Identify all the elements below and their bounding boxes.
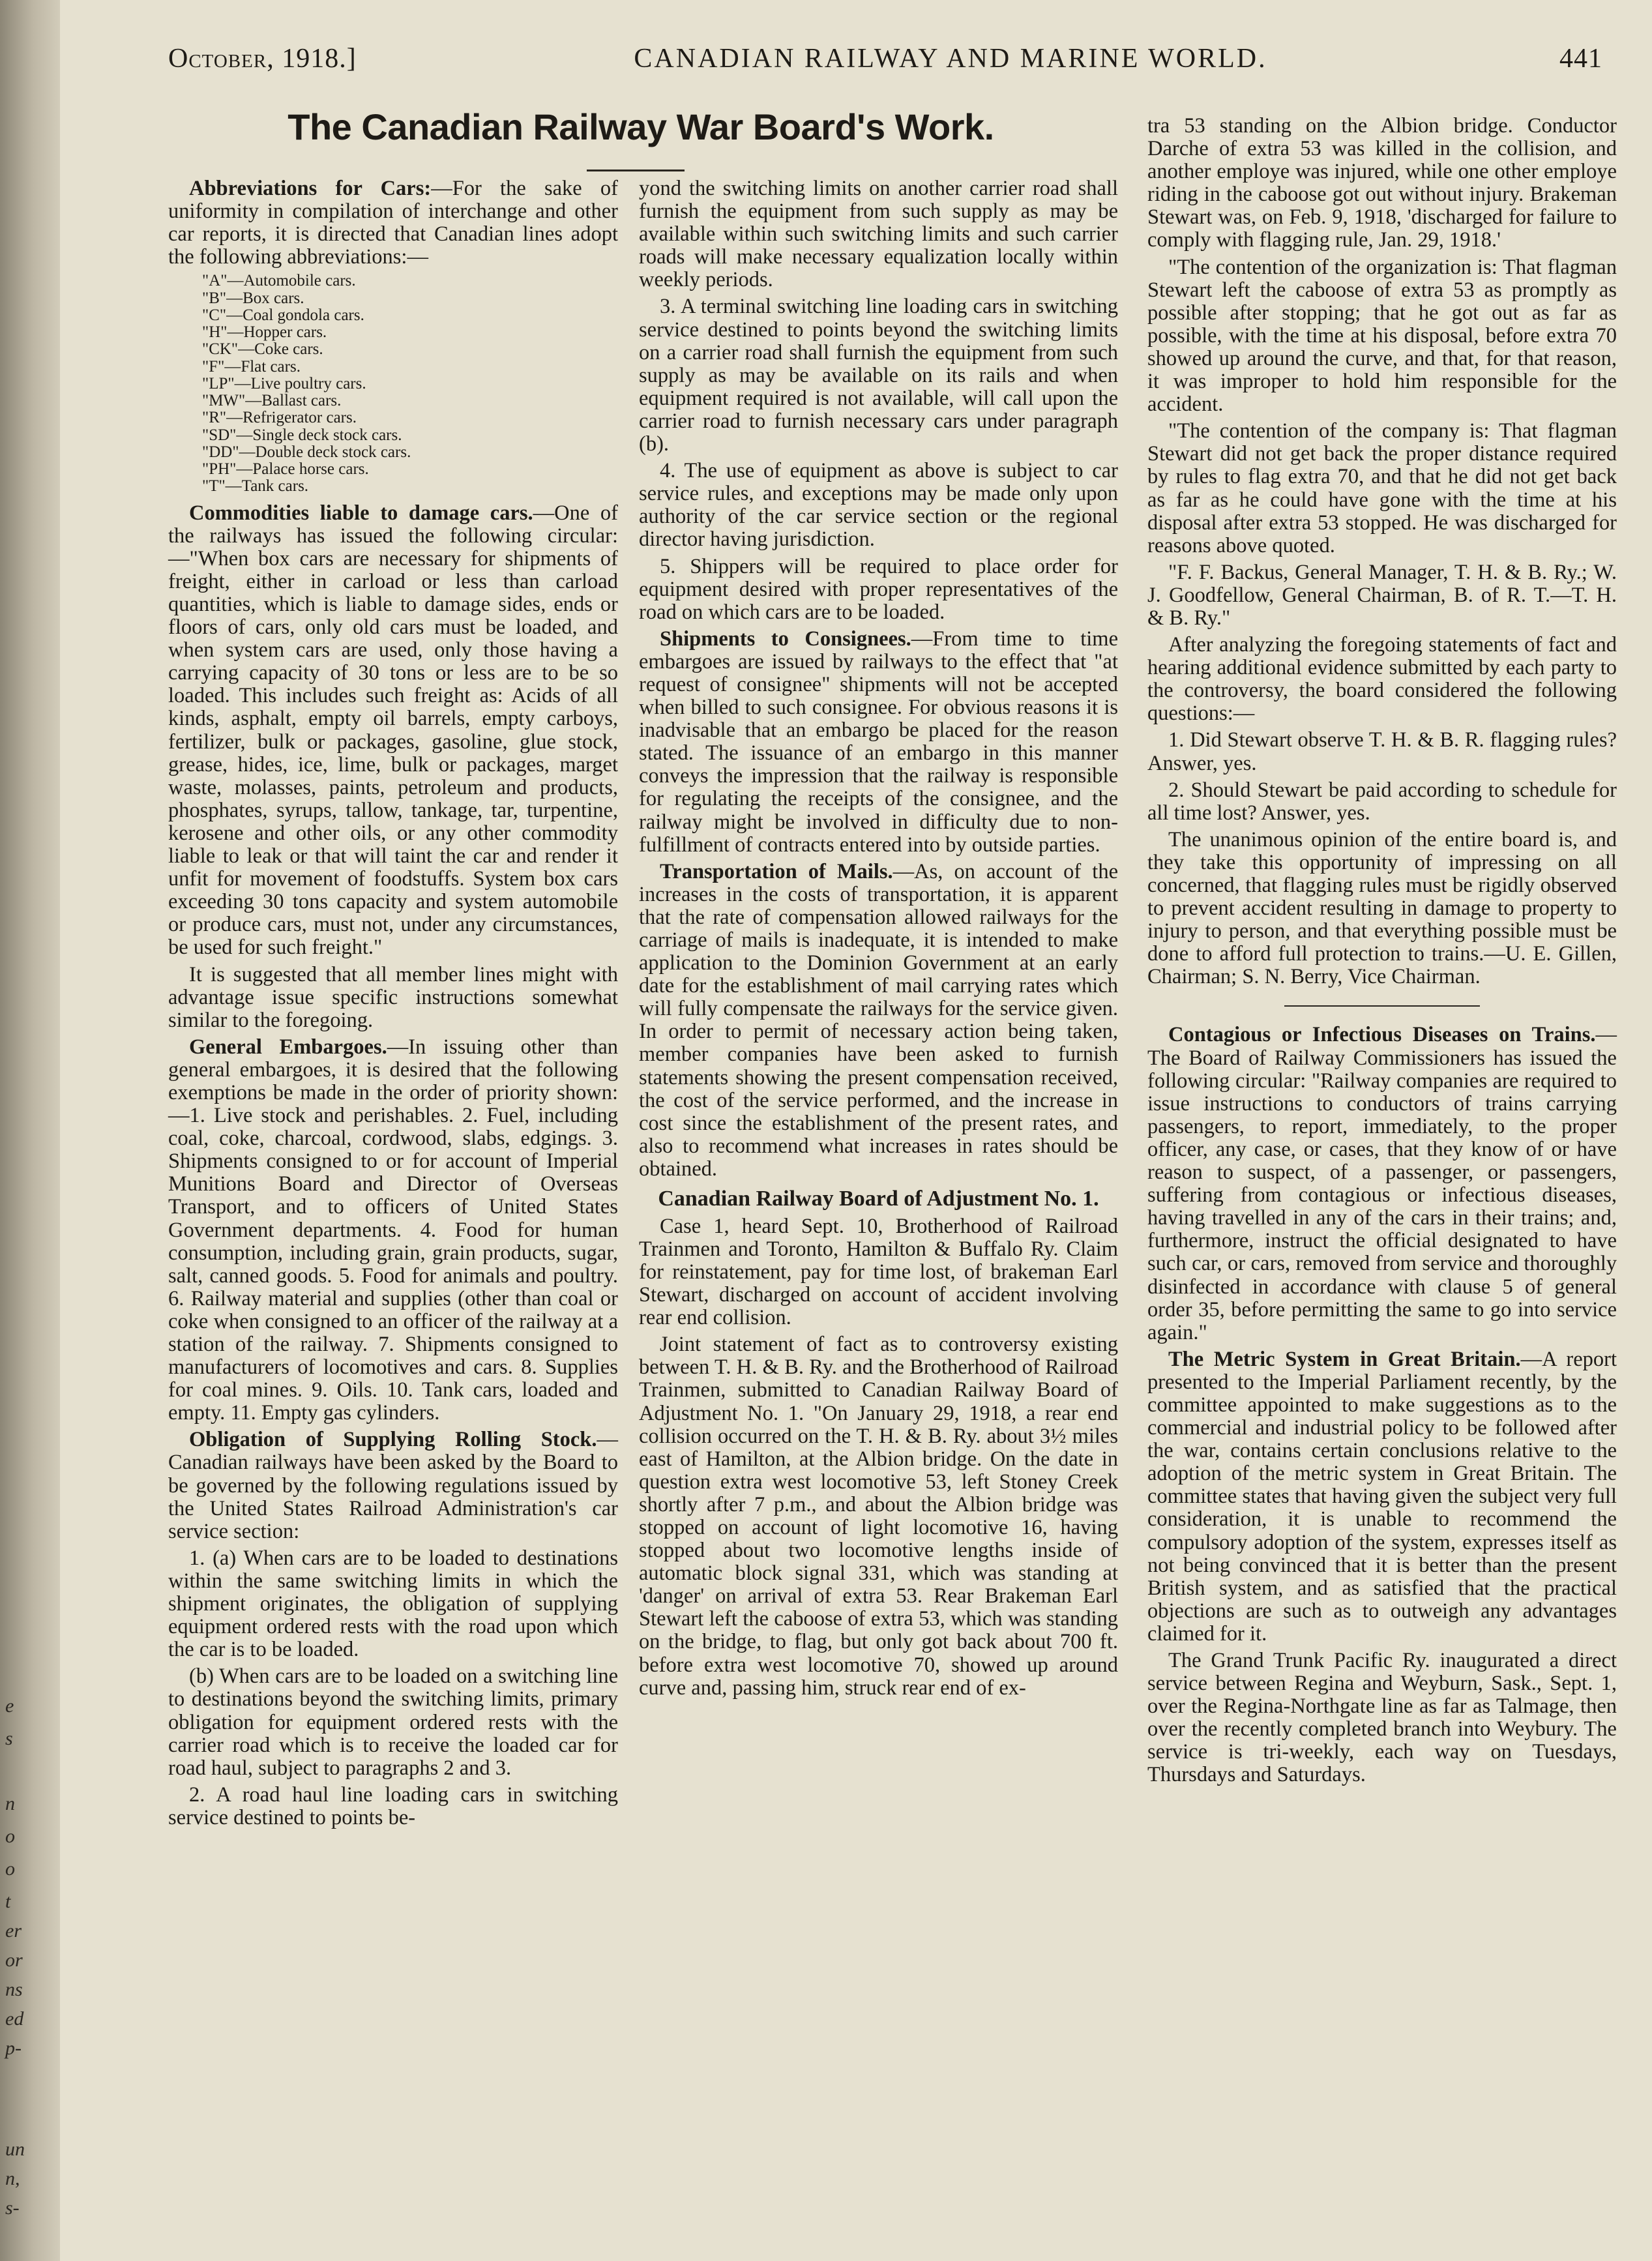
gutter-fragment: er (5, 1920, 22, 1942)
gutter-fragment: o (5, 1825, 15, 1847)
section-heading-commodities: Commodities liable to damage cars. (189, 501, 533, 525)
rule-5-paragraph: 5. Shippers will be required to place order for equipment desired with proper representatives of the road on which cars are to be loaded. (639, 554, 1118, 624)
list-item: "R"—Refrigerator cars. (202, 409, 357, 427)
rule-1b-paragraph: (b) When cars are to be loaded on a switching line to destinations beyond the switching limits, primary obligation for equipment ordered rests with the carrier road which is to receive the loaded car for road haul, subject to paragraphs 2 and 3. (168, 1664, 618, 1780)
list-item: "CK"—Coke cars. (202, 340, 323, 359)
article-title: The Canadian Railway War Board's Work. (288, 106, 994, 147)
binding-gutter (0, 0, 60, 2261)
section-heading-abbreviations: Abbreviations for Cars: (189, 177, 432, 200)
abbreviations-paragraph (168, 177, 618, 269)
abbreviation-list (202, 273, 618, 495)
section-heading-metric-system: The Metric System in Great Britain. (1168, 1347, 1521, 1371)
section-heading-consignees: Shipments to Consignees. (660, 627, 911, 651)
gutter-fragment: n, (5, 2168, 20, 2189)
consignees-paragraph (639, 628, 1118, 857)
contagious-diseases-paragraph (1147, 1024, 1617, 1344)
gutter-fragment: ns (5, 1979, 23, 2000)
gutter-fragment: s- (5, 2197, 20, 2219)
suggestion-paragraph: It is suggested that all member lines might with advantage issue specific instructions somewhat similar to the foregoing. (168, 962, 618, 1032)
question-2-paragraph: 2. Should Stewart be paid according to schedule for all time lost? Answer, yes. (1147, 778, 1617, 825)
metric-system-paragraph (1147, 1348, 1617, 1646)
section-divider (1284, 1005, 1480, 1007)
magazine-page (60, 0, 1652, 2261)
gutter-fragment: o (5, 1858, 15, 1880)
list-item: "LP"—Live poultry cars. (202, 374, 366, 392)
page-number: 441 (1559, 44, 1602, 74)
title-rule (587, 170, 685, 171)
gutter-fragment: t (5, 1891, 11, 1912)
gutter-fragment: ed (5, 2008, 24, 2030)
list-item: "A"—Automobile cars. (202, 272, 356, 290)
section-heading-rolling-stock: Obligation of Supplying Rolling Stock. (189, 1428, 597, 1452)
gutter-fragment: e (5, 1695, 14, 1717)
commodities-text: —One of the railways has issued the following circular:—"When box cars are necessary for shipments of freight, either in carload or less than carload quantities, which is liable to damage sides, ends or floors of cars, only old cars must be loaded, and when system cars are used, only those having a carrying capacity of 30 tons or less are to be so loaded. This includes such freight as: Acids of all kinds, asphalt, empty oil barrels, empty carboys, fertilizer, bulk or packages, gasoline, glue stock, grease, hides, ice, lime, bulk or packages, marget waste, molasses, paints, petroleum and products, phosphates, syrups, tallow, tankage, tar, turpentine, kerosene and other oils, or any other commodity liable to leak or that will taint the car and render it unfit for movement of foodstuffs. System box cars exceeding 30 tons capacity and system automobile or produce cars, must not, under any circumstances, be used for such freight." (168, 501, 618, 960)
metric-system-text: —A report presented to the Imperial Parliament recently, by the committee appointed to make suggestions as to the commercial and industrial policy to be followed after the war, contains certain conclusions relative to the adoption of the metric system in Great Britain. The committee states that having given the subject very full consideration, it is unable to recommend the compulsory adoption of the system, expresses itself as not being convinced that it is better than the present British system, and as satisfied that the practical objections are such as to outweigh any advantages claimed for it. (1147, 1347, 1617, 1646)
list-item: "T"—Tank cars. (202, 477, 309, 495)
list-item: "SD"—Single deck stock cars. (202, 426, 402, 444)
rule-3-paragraph: 3. A terminal switching line loading cars in switching service destined to points beyond the switching limits on a carrier road shall furnish the equipment from such supply as may be available on its rails and when equipment required is not available, will call upon the carrier road to furnish necessary cars under paragraph (b). (639, 295, 1118, 456)
list-item: "PH"—Palace horse cars. (202, 460, 369, 479)
company-contention-paragraph: "The contention of the company is: That flagman Stewart did not get back the proper distance required by rules to flag extra 70, and that he did not get back as far as he could have gone with the time at his disposal after extra 53 stopped. He was discharged for reasons above quoted. (1147, 419, 1617, 557)
section-heading-board-of-adjustment: Canadian Railway Board of Adjustment No. 1. (658, 1187, 1099, 1211)
gutter-fragment: p- (5, 2037, 22, 2059)
list-item: "B"—Box cars. (202, 289, 304, 307)
grand-trunk-paragraph: The Grand Trunk Pacific Ry. inaugurated a direct service between Regina and Weyburn, Sask., Sept. 1, over the Regina-Northgate line as far as Talmage, then over the recently completed branch into Weybury. The service is tri-weekly, each way on Tuesdays, Thursdays and Saturdays. (1147, 1649, 1617, 1787)
gutter-fragment: or (5, 1949, 23, 1971)
signatories-paragraph: "F. F. Backus, General Manager, T. H. & B. Ry.; W. J. Goodfellow, General Chairman, B. of R. T.—T. H. & B. Ry." (1147, 560, 1617, 630)
section-heading-mails: Transportation of Mails. (660, 859, 893, 883)
continued-paragraph: tra 53 standing on the Albion bridge. Conductor Darche of extra 53 was killed in the collision, and another employe was injured, while one other employe riding in the caboose got out without injury. Brakeman Stewart was, on Feb. 9, 1918, 'discharged for failure to comply with flagging rule, Jan. 29, 1918.' (1147, 114, 1617, 252)
question-1-paragraph: 1. Did Stewart observe T. H. & B. R. flagging rules? Answer, yes. (1147, 728, 1617, 775)
rule-2-paragraph: 2. A road haul line loading cars in switching service destined to points be- (168, 1782, 618, 1829)
column-3 (1147, 115, 1617, 1791)
list-item: "F"—Flat cars. (202, 357, 301, 376)
section-heading-contagious-diseases: Contagious or Infectious Diseases on Trains. (1168, 1023, 1596, 1047)
analysis-paragraph: After analyzing the foregoing statements of fact and hearing additional evidence submitted by each party to the controversy, the board considered the following questions:— (1147, 633, 1617, 726)
gutter-fragment: s (5, 1728, 13, 1749)
rolling-stock-paragraph (168, 1428, 618, 1543)
embargoes-paragraph (168, 1036, 618, 1425)
list-item: "H"—Hopper cars. (202, 323, 327, 342)
section-heading-embargoes: General Embargoes. (189, 1035, 387, 1059)
journal-name: CANADIAN RAILWAY AND MARINE WORLD. (634, 44, 1267, 74)
column-2 (639, 177, 1118, 1704)
continued-paragraph: yond the switching limits on another carrier road shall furnish the equipment from such supply as may be available within such switching limits and such carrier roads will make necessary equalization locally within weekly periods. (639, 177, 1118, 292)
issue-date: October, 1918.] (168, 44, 357, 74)
list-item: "C"—Coal gondola cars. (202, 306, 364, 324)
rule-1a-paragraph: 1. (a) When cars are to be loaded to destinations within the same switching limits in which the shipment originates, the obligation of supplying equipment ordered rests with the road upon which the car is to be loaded. (168, 1546, 618, 1662)
mails-text: —As, on account of the increases in the costs of transportation, it is apparent that the rate of compensation allowed railways for the carriage of mails is inadequate, it is intended to make application to the Dominion Government at an early date for the establishment of mail carrying rates which will fully compensate the railways for the service given. In order to permit of necessary action being taken, member companies have been asked to furnish statements showing the present compensation received, the cost of the service performed, and the increase in cost since the establishment of the present rates, and also to recommend what increases in rates should be obtained. (639, 859, 1118, 1181)
column-1 (168, 177, 618, 1833)
rule-4-paragraph: 4. The use of equipment as above is subject to car service rules, and exceptions may be made only upon authority of the car service section or the regional director having jurisdiction. (639, 459, 1118, 552)
running-head (168, 43, 1602, 82)
abbreviations-intro: —For the sake of uniformity in compilation of interchange and other car reports, it is directed that Canadian lines adopt the following abbreviations:— (168, 177, 618, 269)
list-item: "MW"—Ballast cars. (202, 392, 342, 410)
rolling-stock-text: —Canadian railways have been asked by the Board to be governed by the following regulations issued by the United States Railroad Administration's car service section: (168, 1428, 618, 1543)
contagious-diseases-text: —The Board of Railway Commissioners has issued the following circular: "Railway companies are required to issue instructions to conductors of trains carrying passengers, to report, immediately, to the proper officer, any case, or cases, that they know of or have reason to suspect, of a passenger, or passengers, suffering from contagious or infectious diseases, having travelled in any of the cars in their trains; and, furthermore, instruct the official designated to have such car, or cars, removed from service and thoroughly disinfected in accordance with clause 5 of general order 35, before permitting the same to go into service again." (1147, 1023, 1617, 1344)
gutter-fragment: n (5, 1793, 15, 1814)
commodities-paragraph (168, 502, 618, 960)
unanimous-opinion-paragraph: The unanimous opinion of the entire board is, and they take this opportunity of impressing on all concerned, that flagging rules must be rigidly observed to prevent accident resulting in damage to property to injury to person, and that everything possible must be done to afford full protection to trains.—U. E. Gillen, Chairman; S. N. Berry, Vice Chairman. (1147, 827, 1617, 989)
consignees-text: —From time to time embargoes are issued by railways to the effect that "at request of consignee" shipments will not be accepted when billed to such consignee. For obvious reasons it is inadvisable that an embargo be placed for the reason stated. The issuance of an embargo in this manner conveys the impression that the railway is responsible for regulating the receipts of the consignee, and the railway might be involved in difficulty due to non-fulfillment of contracts entered into by outside parties. (639, 627, 1118, 857)
embargoes-text: —In issuing other than general embargoes, it is desired that the following exemptions be made in the order of priority shown:—1. Live stock and perishables. 2. Fuel, including coal, coke, charcoal, cordwood, slabs, edgings. 3. Shipments consigned to or for account of Imperial Munitions Board and Director of Overseas Transport, and to officers of United States Government departments. 4. Food for human consumption, including grain, grain products, sugar, salt, canned goods. 5. Food for animals and poultry. 6. Railway material and supplies (other than coal or coke when consigned to an officer of the railway at a station of the railway. 7. Shipments consigned to manufacturers of locomotives and cars. 8. Supplies for coal mines. 9. Oils. 10. Tank cars, loaded and empty. 11. Empty gas cylinders. (168, 1035, 618, 1425)
gutter-fragment: un (5, 2138, 25, 2160)
mails-paragraph (639, 861, 1118, 1181)
case-paragraph: Case 1, heard Sept. 10, Brotherhood of Railroad Trainmen and Toronto, Hamilton & Buffalo Ry. Claim for reinstatement, pay for time lost, of brakeman Earl Stewart, discharged on account of accident involving rear end collision. (639, 1214, 1118, 1330)
organization-contention-paragraph: "The contention of the organization is: That flagman Stewart left the caboose of extra 53 as promptly as possible after stopping; that he got out as far as possible, with the time at his disposal, before extra 70 showed up around the curve, and that, for that reason, it was improper to hold him responsible for the accident. (1147, 255, 1617, 417)
joint-statement-paragraph: Joint statement of fact as to controversy existing between T. H. & B. Ry. and the Brotherhood of Railroad Trainmen, submitted to Canadian Railway Board of Adjustment No. 1. "On January 29, 1918, a rear end collision occurred on the T. H. & B. Ry. about 3½ miles east of Hamilton, at the Albion bridge. On the date in question extra west locomotive 53, left Stoney Creek shortly after 7 p.m., and about the Albion bridge was stopped on account of light locomotive 16, having stopped about two locomotive lengths inside of automatic block signal 331, which was standing at 'danger' on arrival of extra 53. Rear Brakeman Earl Stewart left the caboose of extra 53, which was standing on the bridge, to flag, but only got back about 700 ft. before extra west locomotive 70, showed up around curve and, passing him, struck rear end of ex- (639, 1333, 1118, 1700)
list-item: "DD"—Double deck stock cars. (202, 443, 411, 461)
